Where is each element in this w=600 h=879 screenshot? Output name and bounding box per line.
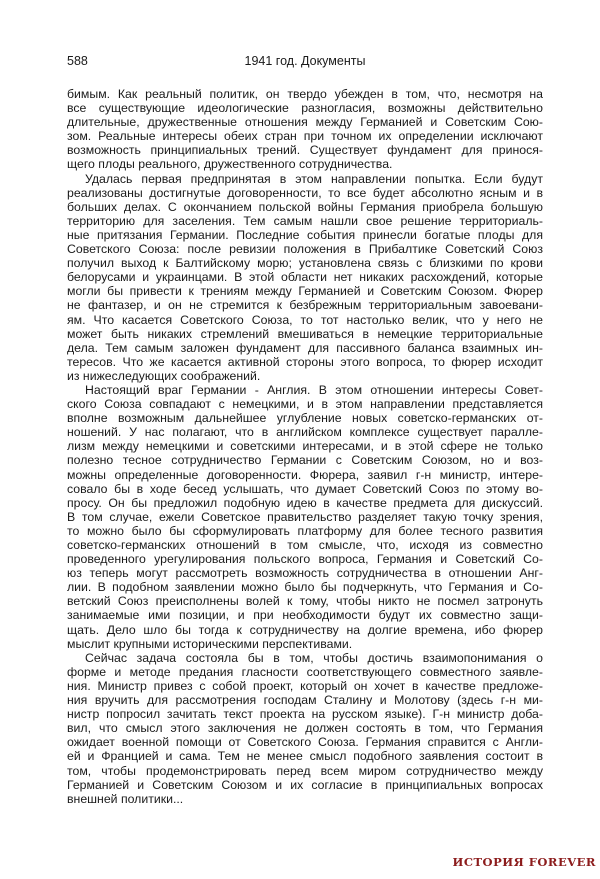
text-line: занимаемые ими позиции, и при необходимости будут их совместно защи-	[67, 608, 543, 623]
text-line: не фантазер, и он не стремится к безбрежным территориальным завоевани-	[67, 298, 543, 313]
text-line: больших делах. С окончанием польской войны Германия приобрела большую	[67, 199, 543, 214]
text-line: щего плоды реального, дружественного сотрудничества.	[67, 157, 393, 172]
text-line: просу. Он бы предложил подобную идею в качестве предмета для дискуссий.	[67, 495, 543, 510]
text-line: нистр попросил зачитать текст проекта на русском языке). Г-н министр доба-	[67, 707, 543, 722]
text-line: вил, что смысл этого заключения не должен состоять в том, что Германия	[67, 721, 543, 736]
paragraph	[67, 383, 543, 651]
paragraph	[67, 172, 543, 383]
text-line: юз теперь могут рассмотреть возможность сотрудничества в отношении Анг-	[67, 566, 543, 581]
paragraph	[67, 87, 543, 172]
text-line: все существующие идеологические разногласия, возможны действительно	[67, 101, 543, 116]
text-line: Германией и Советским Союзом и их согласие в принципиальных вопросах	[67, 777, 543, 792]
text-line: ния вручить для рассмотрения господам Сталину и Молотову (здесь г-н ми-	[67, 693, 543, 708]
text-line: бимым. Как реальный политик, он твердо убежден в том, что, несмотря на	[67, 87, 543, 101]
text-line: щать. Дело шло бы тогда к сотрудничеству на долгие времена, ибо фюрер	[67, 622, 543, 637]
text-line: совало бы в ходе бесед услышать, что думает Советский Союз по этому во-	[67, 481, 543, 496]
text-line: форме и методе предания гласности соответствующего совместного заявле-	[67, 664, 543, 679]
text-line: Советского Союза: после ревизии положения в Прибалтике Советский Союз	[67, 242, 543, 257]
text-line: том, чтобы продемонстрировать перед всем миром сотрудничество между	[67, 763, 543, 778]
text-line: лизм между немецкими и советскими интересами, и в этой сфере не только	[67, 439, 543, 454]
text-line: Удалась первая предпринятая в этом направлении попытка. Если будут	[85, 171, 543, 186]
text-line: ям. Что касается Советского Союза, то тот настолько велик, что у него не	[67, 312, 543, 327]
text-line: ния. Министр привез с собой проект, который он хочет в качестве предложе-	[67, 678, 543, 693]
watermark-logo: ИСТОРИЯ FOREVER	[452, 855, 596, 869]
text-line: получил выход к Балтийскому морю; установлена связь с близкими по крови	[67, 256, 543, 271]
text-line: полезно тесное сотрудничество Германии с Советским Союзом, но и воз-	[67, 453, 543, 468]
text-line: вполне возможным дальнейшее углубление новых советско-германских от-	[67, 411, 543, 426]
running-title: 1941 год. Документы	[244, 54, 366, 68]
text-line: ные притязания Германии. Последние события принесли богатые плоды для	[67, 227, 543, 242]
page-number: 588	[67, 54, 88, 68]
text-line: могли бы привести к трениям между Германией и Советским Союзом. Фюрер	[67, 284, 543, 299]
text-line: советско-германских отношений в том смысле, что, исходя из совместно	[67, 538, 543, 552]
text-line: ей и Францией и сама. Тем не менее смысл подобного заявления состоит в	[67, 749, 543, 764]
text-line: из нижеследующих соображений.	[67, 368, 261, 383]
text-line: возможность принципиальных трений. Существует фундамент для принося-	[67, 143, 543, 158]
text-line: проведенного урегулирования польского вопроса, Германия и Советский Со-	[67, 552, 543, 567]
text-line: ского Союза совпадают с немецкими, и в этом направлении представляется	[67, 397, 543, 412]
text-line: мыслит крупными историческими перспективами.	[67, 636, 353, 651]
text-line: Сейчас задача состояла бы в том, чтобы достичь взаимопонимания о	[85, 650, 543, 665]
text-line: длительные, дружественные отношения между Германией и Советским Сою-	[67, 115, 543, 130]
text-line: ветский Союз преисполнены волей к тому, чтобы никто не посмел затронуть	[67, 594, 543, 609]
text-line: реализованы достигнутые договоренности, то все будет абсолютно ясным и в	[67, 185, 543, 200]
text-line: лии. В подобном заявлении можно было бы подчеркнуть, что Германия и Со-	[67, 580, 543, 595]
text-line: может быть никаких стремлений вмешиваться в немецкие территориальные	[67, 326, 543, 341]
text-line: ношений. У нас полагают, что в английском комплексе существует паралле-	[67, 425, 543, 440]
text-line: В том случае, ежели Советское правительство разделяет такую точку зрения,	[67, 509, 543, 524]
text-line: дела. Тем самым заложен фундамент для пассивного баланса взаимных ин-	[67, 340, 543, 355]
running-header	[67, 54, 543, 70]
text-line: ожидает военной помощи от Советского Союза. Германия справится с Англи-	[67, 735, 543, 750]
text-line: можны определенные договоренности. Фюрера, заявил г-н министр, интере-	[67, 467, 543, 482]
text-line: внешней политики...	[67, 791, 184, 806]
text-line: территорию для заселения. Тем самым нашли свое решение территориаль-	[67, 213, 543, 228]
text-line: зом. Реальные интересы обеих стран при точном их определении исключают	[67, 129, 543, 144]
text-line: белорусами и украинцами. В этой области нет никаких расхождений, которые	[67, 270, 543, 285]
text-line: тересов. Что же касается активной стороны этого вопроса, то фюрер исходит	[67, 354, 543, 369]
document-body	[67, 87, 543, 806]
text-line: Настоящий враг Германии - Англия. В этом отношении интересы Совет-	[85, 382, 543, 397]
text-line: то можно было бы сформулировать платформу для более тесного развития	[67, 523, 543, 538]
paragraph	[67, 651, 543, 806]
